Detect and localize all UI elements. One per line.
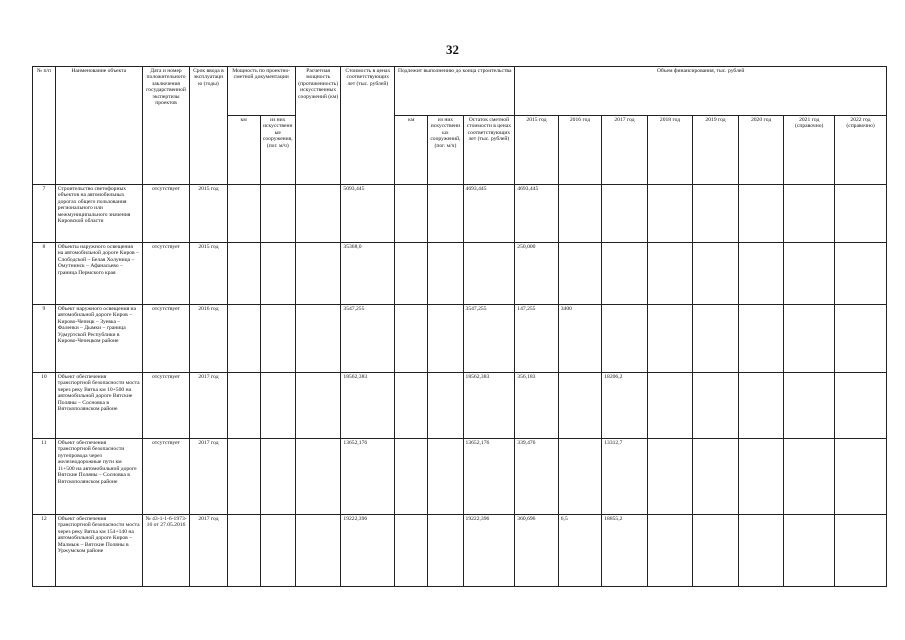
header-2020: 2020 год [738,116,784,185]
table-row [33,243,887,305]
header-2022: 2022 год (справочно) [835,116,887,185]
header-capacity: Мощность по проектно-сметной документации [227,67,295,116]
header-progress: Подлежит выполнению до конца строительства [395,67,515,116]
header-expertise: Дата и номер положительного заключения государственной экспертизы проектов [142,67,190,185]
cell-remaining: 18562,383 [463,373,515,439]
cell-2015: 360,696 [515,515,558,587]
cell-2016 [558,439,601,515]
cell-num: 9 [33,305,56,373]
cell-expertise: отсутствует [142,243,190,305]
cell-expertise: отсутствует [142,439,190,515]
cell-remaining [463,243,515,305]
cell-2015: 250,000 [515,243,558,305]
cell-remaining: 3547,255 [463,305,515,373]
financing-table [32,66,887,587]
cell-name: Объект обеспечения транспортной безопасности моста через реку Вятка км 10+500 на автомобильной дороге Вятские Поляны – Сосновка в Вятскополянском районе [55,373,142,439]
cell-2015: 356,183 [515,373,558,439]
cell-term: 2016 год [190,305,227,373]
cell-2017 [602,243,648,305]
cell-cost: 19222,396 [341,515,395,587]
cell-2016 [558,243,601,305]
cell-2017: 18206,2 [602,373,648,439]
table-row [33,305,887,373]
cell-expertise: отсутствует [142,373,190,439]
header-calc-capacity: Расчетная мощность (протяженность) искусственных сооружений (км) [295,67,341,185]
cell-term: 2017 год [190,439,227,515]
header-2015: 2015 год [515,116,558,185]
cell-name: Объект обеспечения транспортной безопасности путепровода через железнодорожные пути км 11+500 на автомобильной дороге Вятские Поляны – Сосновка в Вятскополянском районе [55,439,142,515]
cell-name: Объекты наружного освещения на автомобильной дороге Киров – Слободской – Белая Холуница – Омутнинск – Афанасьево – граница Пермского края [55,243,142,305]
header-name: Наименование объекта [55,67,142,185]
cell-num: 12 [33,515,56,587]
cell-num: 10 [33,373,56,439]
header-row-1 [33,67,887,116]
header-2016: 2016 год [558,116,601,185]
cell-term: 2017 год [190,373,227,439]
header-2021: 2021 год (справочно) [784,116,835,185]
cell-remaining: 13652,176 [463,439,515,515]
cell-2017 [602,185,648,243]
header-financing: Объем финансирования, тыс. рублей [515,67,887,116]
cell-remaining: 4693,445 [463,185,515,243]
table-row [33,373,887,439]
header-km2: км [395,116,428,185]
cell-num: 8 [33,243,56,305]
header-term: Срок ввода в эксплуатацию (годы) [190,67,227,185]
cell-cost: 35368,0 [341,243,395,305]
cell-2017: 13312,7 [602,439,648,515]
cell-2016: 3400 [558,305,601,373]
cell-expertise: № 43-1-1-6-1973-16 от 27.05.2016 [142,515,190,587]
cell-2016: 6,5 [558,515,601,587]
cell-2016 [558,185,601,243]
cell-cost: 5093,445 [341,185,395,243]
header-2017: 2017 год [602,116,648,185]
cell-name: Строительство светофорных объектов на автомобильных дорогах общего пользования регионального или межмуниципального значения Кировской области [55,185,142,243]
cell-name: Объект обеспечения транспортной безопасности моста через реку Вятка км 154+140 на автомобильной дороге Киров – Малмыж – Вятские Поляны в Уржумском районе [55,515,142,587]
table-row [33,185,887,243]
cell-2015: 147,255 [515,305,558,373]
header-2019: 2019 год [693,116,739,185]
header-remaining: Остаток сметной стоимости в ценах соответствующих лет (тыс. рублей) [463,116,515,185]
table-row [33,515,887,587]
header-cost: Стоимость в ценах соответствующих лет (тыс. рублей) [341,67,395,185]
cell-term: 2017 год [190,515,227,587]
header-km: км [227,116,260,185]
cell-2016 [558,373,601,439]
cell-term: 2015 год [190,243,227,305]
header-art-struct2: из них искусственных сооружений, (пог. м/ч) [428,116,463,185]
header-num: № п/п [33,67,56,185]
cell-num: 7 [33,185,56,243]
cell-term: 2015 год [190,185,227,243]
cell-cost: 18562,383 [341,373,395,439]
cell-expertise: отсутствует [142,305,190,373]
cell-2015: 339,476 [515,439,558,515]
table-row [33,439,887,515]
cell-2015: 4693,445 [515,185,558,243]
header-2018: 2018 год [647,116,693,185]
cell-name: Объект наружного освещения на автомобильной дороге Киров – Кирово-Чепецк – Зуевка – Фаленки – Дымки – граница Удмуртской Республики в Кирово-Чепецком районе [55,305,142,373]
cell-remaining: 19222,396 [463,515,515,587]
cell-expertise: отсутствует [142,185,190,243]
header-art-struct: из них искусственные сооружения, (пог. м/ч) [260,116,295,185]
cell-2017: 18855,2 [602,515,648,587]
cell-cost: 3547,255 [341,305,395,373]
cell-cost: 13652,176 [341,439,395,515]
page-number: 32 [446,42,459,57]
cell-2017 [602,305,648,373]
cell-num: 11 [33,439,56,515]
